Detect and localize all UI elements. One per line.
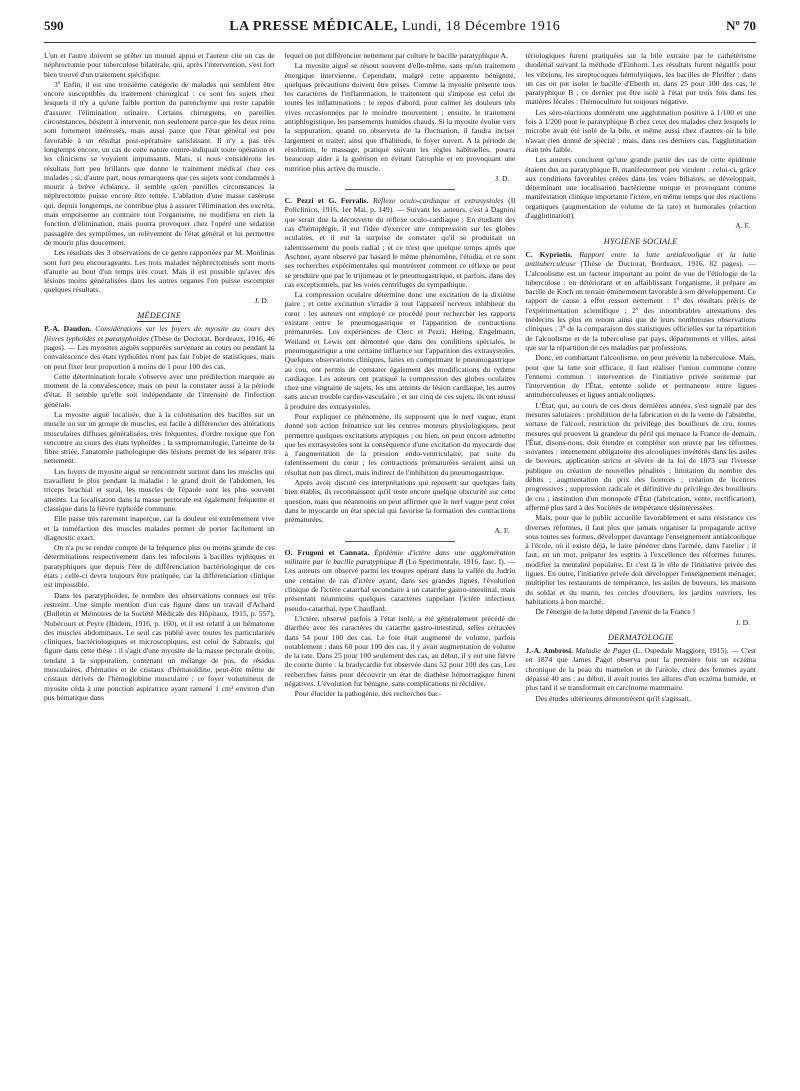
journal-title [229, 19, 560, 35]
section-heading-text: DERMATOLOGIE [607, 632, 674, 642]
paragraph: Les auteurs concluent qu'une grande partie des cas de cette épidémie étaient dus au paratyphique B, manifestement peu virulent : celui-ci, grâce aux conditions favorables créées dans les voies biliaires, se développait, déterminant une localisation bactérienne unique et provoquant comme manifestation clinique importante l'ictère, en même temps que des réactions organiques (augmentation de volume de la rate) et humorales (réaction d'agglutination). [525, 155, 757, 221]
article-author: C. Kypriotis. [525, 249, 573, 259]
article-paragraph [285, 548, 516, 613]
article-title: Réflexe oculo-cardiaque et extrasystoles [373, 196, 504, 206]
page-header [44, 18, 756, 43]
paragraph: Donc, en combattant l'alcoolisme, on peut prévenir la tuberculose. Mais, pour que la lutte soit efficace, il faut réaliser l'union commune contre l'ennemi commun : intervention de l'initiative privée soutenue par l'intervention de l'État, entente solide et permanente entre ligues antituberculeuses et ligues antialcooliques. [525, 353, 757, 400]
paragraph: L'État, qui, au cours de ces deux dernières années, s'est signalé par des mesures salutaires : prohibition de la fabrication et de la vente de l'absinthe, surtaxe de l'alcool, restriction du privilège des bouilleurs de cru, toutes mesures qui prouvent la grandeur du péril qui menace la France de demain, l'État, disons-nous, doit étendre et compléter son œuvre par les réformes suivantes : internement obligatoire des alcooliques invétérés dans les asiles de buveurs, application stricte et sévère de la loi de 1873 sur l'ivresse publique ou création de nouvelles pénalités ; limitation du nombre des débits ; augmentation du prix des licences ; création de licences progressives ; suppression radicale et définitive du privilège des bouilleurs de cru ; institution d'un monopole d'État (fabrication, vente, rectification), affermé plus tard à des Sociétés de tempérance désintéressées. [525, 400, 757, 512]
article-author: J.-A. Ambrosi. [525, 646, 573, 656]
column-3 [525, 51, 756, 1091]
signature: A. F. [735, 221, 751, 231]
article-title: Épidémie d'ictère dans une agglomération militaire par le bacille paratyphique B [284, 547, 516, 567]
article-title: Maladie de Paget [575, 646, 631, 656]
paragraph: tériologiques furent pratiquées sur la bile extraite par le cathétérisme duodénal suivant la méthode d'Einhorn. Les résultats furent négatifs pour les vibrions, les streptocoques hémolytiques, les bacilles de Pfeiffer : dans un cas on put isoler le bacille d'Eberth et, dans 25 pour 100 des cas, le paratyphique B ; ce dernier put être isolé à l'état pur trois fois dans les matières fécales : l'hémoculture fut toujours négative. [525, 51, 757, 107]
paragraph: 3º Enfin, il est une troisième catégorie de malades qui semblent être encore susceptibles du traitement chirurgical : ce sont les sujets chez lesquels il n'y a qu'une faible portion du parenchyme qui reste capable d'assurer l'élimination urinaire. Certains chirurgiens, en pareilles circonstances, hésitent à intervenir, non seulement parce que les deux reins sont fortement intéressés, mais aussi parce que l'état général est peu favorable à un résultat post-opératoire satisfaisant. Il n'y a pas très longtemps encore, un cas de cette nature contre-indiquait toute opération et les cliniciens se voyaient impuissants. Mais, si nous considérons les résultats fort peu brillants que donne le traitement médical chez ces malades ; si, d'autre part, nous remarquons que ces sujets sont condamnés à mourir à brève échéance, il semble qu'en pareilles circonstances la néphrectomie puisse encore être tentée. L'ablation d'une masse caséeuse qui, depuis longtemps, ne contribue plus à assurer l'élimination des excréta, mais empoisonne au contraire tout l'organisme, ne modifiera en rien la fonction d'élimination, mais pourra provoquer chez l'opéré une sédation passagère des symptômes, un relèvement de l'état général et lui permettre de mourir plus doucement. [44, 79, 275, 247]
paragraph: Après avoir discuté ces interprétations qui reposent sur quelques faits bien établis, ils reconnaissent qu'il reste encore quelque obscurité sur cette question, mais que néanmoins on peut affirmer que le nerf vague peut créer dans le myocarde un état spécial qui favorise la formation des contractions prématurées. [284, 478, 516, 525]
divider [345, 541, 455, 542]
article-text: — Les myosites aiguës suppurées survenant au cours ou pendant la convalescence des états typhoïdes n'ont pas fait l'objet de statistiques, mais on peut fixer leur proportion à moins de 1 pour 100 des cas. [44, 342, 275, 371]
column-1 [44, 51, 275, 1091]
paragraph: La myosite aiguë se résout souvent d'elle-même, sans qu'un traitement énergique intervienne. Cependant, malgré cette apparente bénignité, quelques précautions doivent être prises. Comme la myosite présente tous les caractères de l'inflammation, le traitement qui s'impose est celui de toutes les inflammations : le repos d'abord, pour calmer les douleurs très vives occasionnées par le moindre mouvement ; ensuite, le traitement antiphlogistique, les pansements humides chauds. Si la myosite évolue vers la suppuration, quand on observera de la fluctuation, il faudra inciser largement et traiter, ainsi que d'habitude, le foyer ouvert. A la période de résolution, le massage, pratiqué suivant les règles habituelles, pourra beaucoup aider à la guérison en évitant l'atrophie et en provoquant une nutrition plus active du muscle. [284, 61, 516, 173]
paragraph: La compression oculaire détermine donc une excitation de la dixième paire ; et cette excitation s'irradie à tout l'appareil nerveux inhibiteur du cœur : les auteurs ont employé ce procédé pour rechercher les rapports existant entre le pneumogastrique et l'apparition de contractions prématurées. Les expériences de Clerc et Pezzi, Hering, Engelmann, Weiland et Lewis ont démontré que dans des conditions spéciales, le pneumogastrique a une certaine influence sur l'apparition des extrasystoles. Quelques observations cliniques, faites en comprimant le pneumogastrique au cou, ont permis de constater également des modifications du rythme cardiaque. Les auteurs ont pratiqué la compression des globes oculaires chez une vingtaine de sujets, les uns atteints de lésion cardiaque, les autres sans aucun trouble cardio-vasculaire ; et sur cinq de ces sujets, ils ont réussi à produire des extrasystoles. [284, 290, 516, 411]
article-author: C. Pezzi et G. Ferralis. [284, 196, 369, 206]
journal-name: LA PRESSE MÉDICALE, [229, 19, 398, 34]
paragraph: L'un et l'autre doivent se prêter un mutuel appui et l'auteur cite un cas de néphrectomie pour tuberculose bilatérale, qui, après l'intervention, s'est fort bien trouvé d'un traitement spécifique. [44, 51, 275, 79]
issue-date: Lundi, 18 Décembre 1916 [401, 19, 561, 34]
article-ref: (Thèse de Doctorat, Bordeaux, 1916, 82 pages). [580, 259, 744, 269]
signature: J. D. [735, 617, 751, 627]
signature: J. D. [254, 295, 269, 305]
paragraph: Les foyers de myosite aiguë se rencontrent surtout dans les muscles qui travaillent le plus pendant la maladie : le grand droit de l'abdomen, les triceps brachial et sural, les muscles de l'épaule sont les plus souvent atteints. La localisation dans la masse pectorale est également fréquente et classique dans la fièvre typhoïde commune. [44, 466, 275, 513]
text-columns [44, 51, 756, 1091]
article-text: — Suivant les auteurs, c'est à Dagnini que serait due la découverte du réflexe oculo-cardiaque ; En étudiant des cas d'hémiplégie, il eut l'idée d'exercer une compression sur les globes oculaires, et il eut la surprise de constater qu'il se produisait un ralentissement du pouls radial ; et ce n'est que quelque temps après que Aschner, ayant observé par hasard le même phénomène, l'étudia, et ce sont ses recherches expérimentales qui montrèrent comment ce réflexe ne peut se produire que par le trijumeau et le pneumogastrique, et parfois, dans des cas exceptionnels, par les voies centrifuges du sympathique. [284, 205, 516, 289]
paragraph: lequel on put différencier nettement par culture le bacille paratyphique A. [284, 51, 508, 60]
issue-number: Nº 70 [726, 18, 756, 33]
article-paragraph [285, 196, 516, 289]
article-author: O. Frugoni et Cannata. [284, 547, 370, 557]
article-ref: (L. Ospedale Maggiore, 1915). [632, 646, 729, 656]
article-ref: (Il Policlinico, 1916, 1er Mai, p. 149). [284, 196, 516, 215]
divider [345, 189, 455, 190]
article-text: — L'alcoolisme est un facteur important au point de vue de l'étiologie de la tuberculose : en détériorant et en affaiblissant l'organisme, il prépare au bacille de Koch un terrain éminemment favorable à son développement. Ce rapport de cause à effet ressort nettement : 1º des résultats précis de l'expérimentation scientifique ; 2º des innombrables attestations des médecins les plus en renom ainsi que de leurs nombreuses observations cliniques ; 3º de la comparaison des statistiques officielles sur la répartition de l'alcoolisme et de la tuberculose par pays, départements et villes, ainsi que sur la répartition de ces maladies par professions. [525, 259, 757, 352]
signature: A. F. [494, 525, 510, 535]
article-ref: (Thèse de Doctorat, Bordeaux, 1916, 46 pages). [44, 333, 275, 352]
article-paragraph [44, 324, 275, 370]
paragraph: Pour expliquer ce phénomène, ils supposent que le nerf vague, étant donné son action frénatrice sur les centres moteurs physiologiques, peut permettre quelques excitations atypiques ; ou bien, on peut encore admettre que les extrasystoles sont la conséquence d'une excitation du myocarde due à l'augmentation de la pression endo-ventriculaire, par suite du ralentissement du cœur ; les contractions prématurées seraient ainsi un résultat non pas direct, mais indirect de l'inhibition du pneumogastrique. [284, 411, 516, 477]
paragraph: Cette détermination locale s'observe avec une prédilection marquée au moment de la convalescence, mais on peut la constater aussi à la période d'état. Il semble qu'elle soit indépendante de l'intensité de l'infection générale. [44, 371, 275, 409]
article-title: Rapport entre la lutte antialcoolique et la lutte antituberculeuse [525, 249, 757, 269]
paragraph: On n'a pu se rendre compte de la fréquence plus ou moins grande de ces déterminations respectivement dans les infections à bacilles typhiques et paratyphiques que depuis l'ère de différenciation bactériologique de ces états ; celle-ci devra toujours être pratiquée, car la différenciation clinique est impossible. [44, 543, 275, 590]
article-author: P.-A. Daudon. [44, 324, 92, 334]
section-heading-dermatologie [525, 633, 756, 642]
paragraph: Les résultats des 3 observations de ce genre rapportées par M. Moulinas sont fort peu encourageants. Les trois malades néphrectomisés sont morts d'anurie au bout d'un temps très court. Mais il est possible qu'avec des lésions moins généralisées dans les autres organes l'on puisse escompter quelques résultats. [44, 248, 275, 295]
paragraph: La myosite aiguë localisée, due à la colonisation des bacilles sur un muscle ou sur un groupe de muscles, est facile à différencier des altérations musculaires diffuses généralisées, très fréquentes, d'ordre toxique que l'on rencontre au cours des états typhoïdes ; la symptomatologie, l'atteinte de la fibre striée, l'anatomie pathologique des lésions permet de les séparer très nettement. [44, 409, 275, 466]
article-paragraph [525, 250, 756, 352]
signature: J. D. [495, 173, 510, 183]
section-heading-text: MÉDECINE [137, 311, 182, 321]
article-title: Considérations sur les foyers de myosite au cours des fièvres typhoïdes et paratyphoïdes [44, 324, 275, 343]
page-number: 590 [44, 18, 64, 33]
article-ref: (Lo Sperimentale, 1916, fasc. I). [405, 557, 506, 567]
paragraph: Pour élucider la pathogénie, des recherches bac- [294, 689, 442, 699]
paragraph: De l'énergie de la lutte dépend l'avenir de la France ! [535, 607, 696, 617]
section-heading-medecine [44, 311, 275, 320]
column-2 [285, 51, 516, 1091]
article-text: — Les auteurs ont observé parmi les troupes opérant dans la vallée du Judrio une centaine de cas d'ictère ayant, dans ses grandes lignes, l'évolution clinique de l'ictère catarrhal secondaire à un catarrhe gastro-intestinal, mais présentant néanmoins quelques caractères rappelant l'ictère infectieux pseudo-catarrhal, type Chauffard. [284, 557, 516, 613]
article-paragraph [525, 646, 756, 692]
paragraph: Mais, pour que le public accueille favorablement et sans résistance ces diverses réformes, il faut plus que jamais organiser la propagande active sous toutes ses formes, développer davantage l'enseignement antialcoolique à l'école, où il existe déjà, le faire pénétrer dans l'armée, dans l'atelier ; il faut, en un mot, préparer les esprits à l'excellence des réformes futures, modifier la mentalité populaire. Et c'est là le rôle de l'initiative privée des ligues. En outre, l'initiative privée doit développer l'enseignement ménager, multiplier les restaurants de tempérance, les asiles de buveurs, les maisons du soldat et du marin, les cercles d'ouvriers, les jardins ouvriers, les habitations à bon marché. [525, 513, 757, 606]
article-text: — C'est en 1874 que James Paget observa pour la première fois un eczéma chronique de la peau du mamelon et de l'aréole, chez des femmes ayant dépassé 40 ans ; au début, il avait toutes les allures d'un eczéma humide, et plus tard il se transformait en carcinome mammaire. [525, 646, 757, 693]
paragraph: L'ictère, observé parfois à l'état isolé, a été généralement précédé de diarrhée avec les caractères du catarrhe gastro-intestinal, selles crétacées dans 54 pour 100 des cas. Le foie était augmenté de volume, parfois notablement : dans 60 pour 100 des cas, il y avait augmentation de volume de la rate. Dans 25 pour 100 seulement des cas, au début, il y eut une fièvre de courte durée : la bradycardie fut observée dans 52 pour 100 des cas. Les recherches faites pour découvrir un état de diathèse hémorragique furent négatives. L'évolution fut bénigne, sans complications ni récidive. [284, 613, 516, 688]
paragraph: Elle passe très rarement inaperçue, car la douleur est extrêmement vive et la tuméfaction des muscles malades permet de porter facilement un diagnostic exact. [44, 514, 275, 542]
paragraph: Dans les paratyphoïdes, le nombre des observations connues est très restreint. Une simple mention d'un cas figure dans un travail d'Achard (Bulletin et Mémoires de la Société Médicale des Hôpitaux, 1915, p. 557), Nobécourt et Peyre (Ibidem, 1916, p. 160), et il est relatif à un hématome des muscles abdominaux. Le seul cas publié avec toutes les particularités cliniques, bactériologiques et microscopiques, est celui de Sabrazès, qui figure dans cette thèse : il s'agit d'une myosite de la masse pectorale droite, tendant à la suppuration, contenant un mélange de pus, de résidus musculaires, d'hématies et de cristaux d'hématoïdine, peut-être même de cristaux dérivés de l'hémoglobine musculaire ; ce foyer volumineux de myosite céda à une ponction aspiratrice ayant ramené 1 cm³ environ d'un pus hématique dans [44, 590, 275, 702]
paragraph: Les séro-réactions donnèrent une agglutination positive à 1/100 et une fois à 1/200 pour le paratyphique B chez ceux des malades chez lesquels le microbe avait été isolé de la bile, et même aussi chez d'autres où la bile n'avait rien donné de spécial ; mais, dans ces derniers cas, l'agglutination était très faible. [525, 107, 757, 154]
section-heading-hygiene: HYGIÈNE SOCIALE [603, 236, 678, 246]
paragraph: Des études ultérieures démontrèrent qu'il s'agissait, [535, 693, 691, 703]
